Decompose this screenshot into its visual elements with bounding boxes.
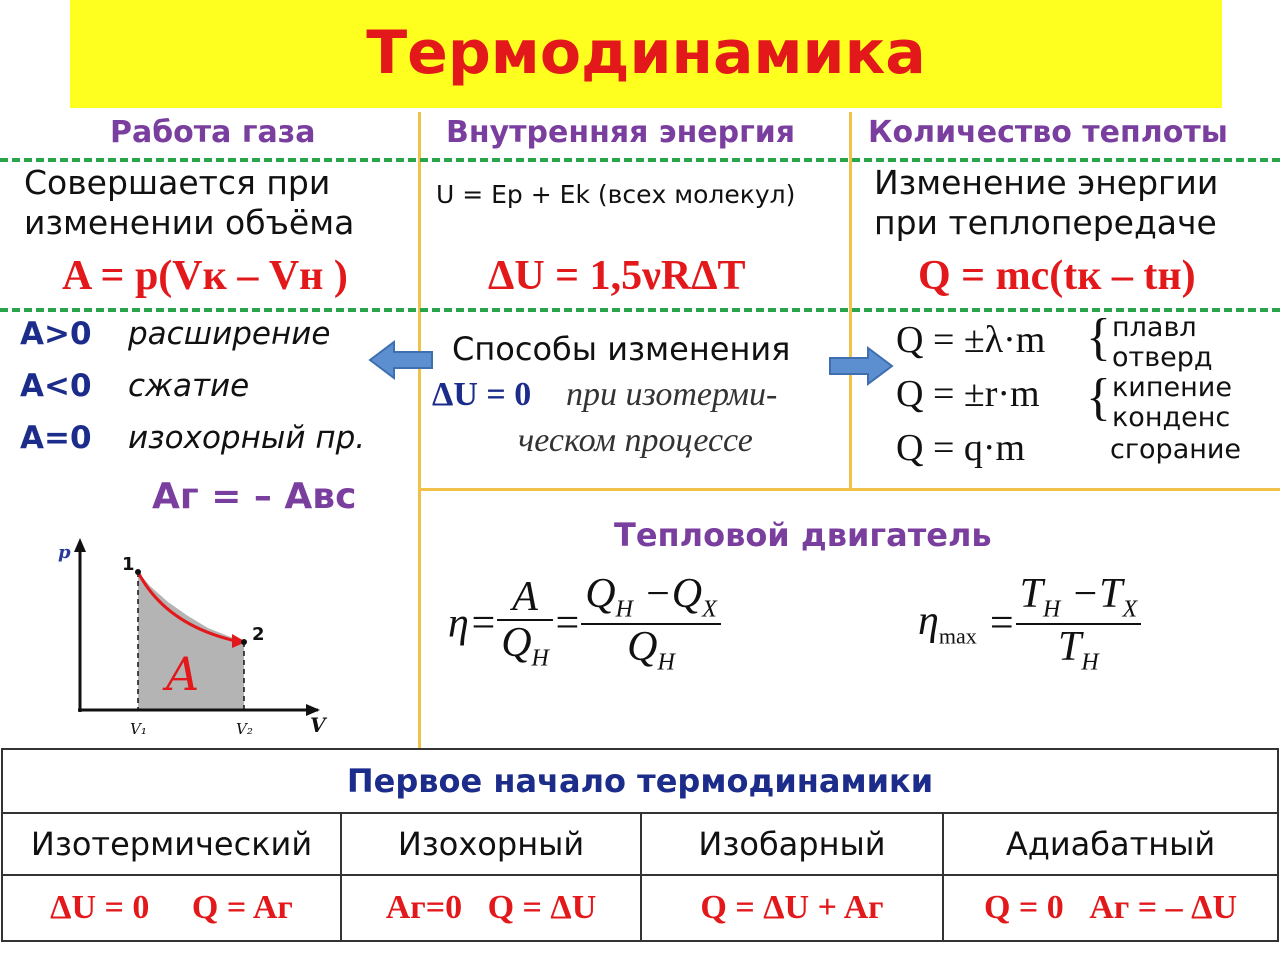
- process-isobaric: Изобарный: [641, 813, 943, 875]
- heat-formula: Q = mc(tк – tн): [918, 253, 1196, 299]
- heat-desc-1: Изменение энергии: [874, 163, 1219, 202]
- formula-adiabatic: [943, 875, 1278, 941]
- eta-symbol: η: [448, 600, 469, 647]
- heading-heat: Количество теплоты: [868, 115, 1228, 150]
- heat-symbol: Q: [585, 571, 616, 617]
- formula-isochoric-q: Q = ΔU: [487, 889, 597, 926]
- pt2-label: 2: [252, 624, 265, 645]
- iso-formula: ΔU = 0: [432, 376, 532, 413]
- hot-index: H: [1042, 596, 1061, 623]
- process-adiabatic: Адиабатный: [943, 813, 1278, 875]
- v-label: V: [310, 713, 326, 737]
- efficiency-formula: η= $\frac{A}{Q_H}$ = $\frac{Q_H -Q_X}{Q_H}$: [448, 572, 721, 675]
- hot-index: H: [615, 596, 633, 623]
- work-desc-2: изменении объёма: [24, 203, 355, 242]
- heading-internal: Внутренняя энергия: [446, 115, 796, 150]
- work-text-1: расширение: [128, 316, 331, 352]
- heat-f2a: кипение: [1112, 372, 1232, 403]
- divider-engine: [420, 488, 1280, 491]
- arrow-right-icon: [828, 346, 894, 386]
- engine-heading: Тепловой двигатель: [614, 516, 992, 554]
- formula-isothermal: [2, 875, 341, 941]
- work-text-3: изохорный пр.: [128, 420, 366, 456]
- work-desc-1: Совершается при: [24, 163, 331, 202]
- heat-f3: Q = q·m: [896, 427, 1026, 469]
- first-law-table: [1, 748, 1279, 942]
- formula-isobaric: [641, 875, 943, 941]
- brace-2-icon: {: [1086, 369, 1111, 426]
- formula-isochoric-a: Aг=0: [385, 889, 463, 926]
- page-title: Термодинамика: [366, 18, 926, 88]
- hot-index: H: [1081, 648, 1099, 675]
- internal-formula: ΔU = 1,5νRΔT: [488, 253, 746, 299]
- p-label: p: [58, 542, 71, 563]
- hot-index: H: [531, 645, 549, 672]
- temp-symbol: T: [1058, 623, 1082, 670]
- cold-index: X: [702, 596, 717, 623]
- temp-symbol: T: [1019, 571, 1043, 617]
- heat-desc-2: при теплопередаче: [874, 203, 1217, 242]
- eta-max-sub: max: [938, 623, 977, 649]
- fraction-th-tx: $\frac{T_H -T_X}{T_H}$: [1016, 572, 1142, 675]
- fraction-numerator: [497, 575, 553, 619]
- formula-adiabatic-q: Q = 0: [983, 889, 1064, 926]
- point-1: [135, 569, 141, 575]
- fraction-a-over-qh: [497, 575, 553, 672]
- v2-label: V₂: [236, 720, 253, 738]
- divider-right: [849, 112, 852, 488]
- area-label: A: [166, 647, 200, 701]
- max-efficiency-formula: $\eta_{max}$ = $\frac{T_H -T_X}{T_H}$: [918, 572, 1141, 675]
- formula-isochoric: [341, 875, 641, 941]
- fraction-denominator: [497, 621, 553, 672]
- fraction-qh-qx: $\frac{Q_H -Q_X}{Q_H}$: [581, 572, 721, 675]
- work-sign-2: A<0: [20, 368, 92, 404]
- heat-f2: Q = ±r·m: [896, 373, 1040, 415]
- heading-work: Работа газа: [110, 115, 316, 150]
- formula-adiabatic-a: Aг = – ΔU: [1089, 889, 1238, 926]
- work-relation: Aг = – Aвс: [152, 476, 357, 517]
- heat-f1: Q = ±λ·m: [896, 319, 1046, 361]
- ways-label: Способы изменения: [452, 330, 791, 368]
- dashed-line-top: [0, 158, 1280, 162]
- first-law-heading: Первое начало термодинамики: [2, 749, 1278, 813]
- process-isochoric: Изохорный: [341, 813, 641, 875]
- work-text-2: сжатие: [128, 368, 250, 404]
- heat-f1b: отверд: [1112, 342, 1213, 373]
- temp-symbol: T: [1099, 571, 1123, 617]
- eta-max-symbol: η: [918, 598, 939, 645]
- heat-f3a: сгорание: [1110, 434, 1242, 465]
- cold-index: X: [1122, 596, 1138, 623]
- work-formula: A = p(Vк – Vн ): [62, 253, 348, 299]
- hot-index: H: [657, 648, 675, 675]
- heat-symbol: Q: [627, 623, 658, 670]
- pt1-label: 1: [122, 554, 135, 575]
- pv-graph: [38, 530, 338, 742]
- point-2: [241, 639, 247, 645]
- process-isothermal: Изотермический: [2, 813, 341, 875]
- heat-f2b: конденс: [1112, 402, 1231, 433]
- iso-text-1: при изотерми-: [566, 376, 778, 413]
- v1-label: V₁: [130, 720, 147, 738]
- heat-symbol: Q: [501, 620, 532, 667]
- iso-text-2: ческом процессе: [518, 422, 753, 459]
- work-symbol: A: [512, 574, 538, 621]
- arrow-left-icon: [368, 340, 434, 380]
- internal-def: U = Ep + Ek (всех молекул): [436, 180, 796, 209]
- brace-1-icon: {: [1086, 309, 1111, 366]
- work-sign-3: A=0: [20, 420, 92, 456]
- heat-symbol: Q: [671, 571, 703, 617]
- divider-left: [418, 112, 421, 750]
- work-sign-1: A>0: [20, 316, 92, 352]
- formula-isobaric-q: Q = ΔU + Aг: [700, 889, 884, 926]
- heat-f1a: плавл: [1112, 312, 1197, 343]
- formula-isothermal-du: ΔU = 0: [50, 889, 150, 926]
- formula-isothermal-q: Q = Aг: [191, 889, 293, 926]
- p-axis-arrow: [74, 538, 86, 552]
